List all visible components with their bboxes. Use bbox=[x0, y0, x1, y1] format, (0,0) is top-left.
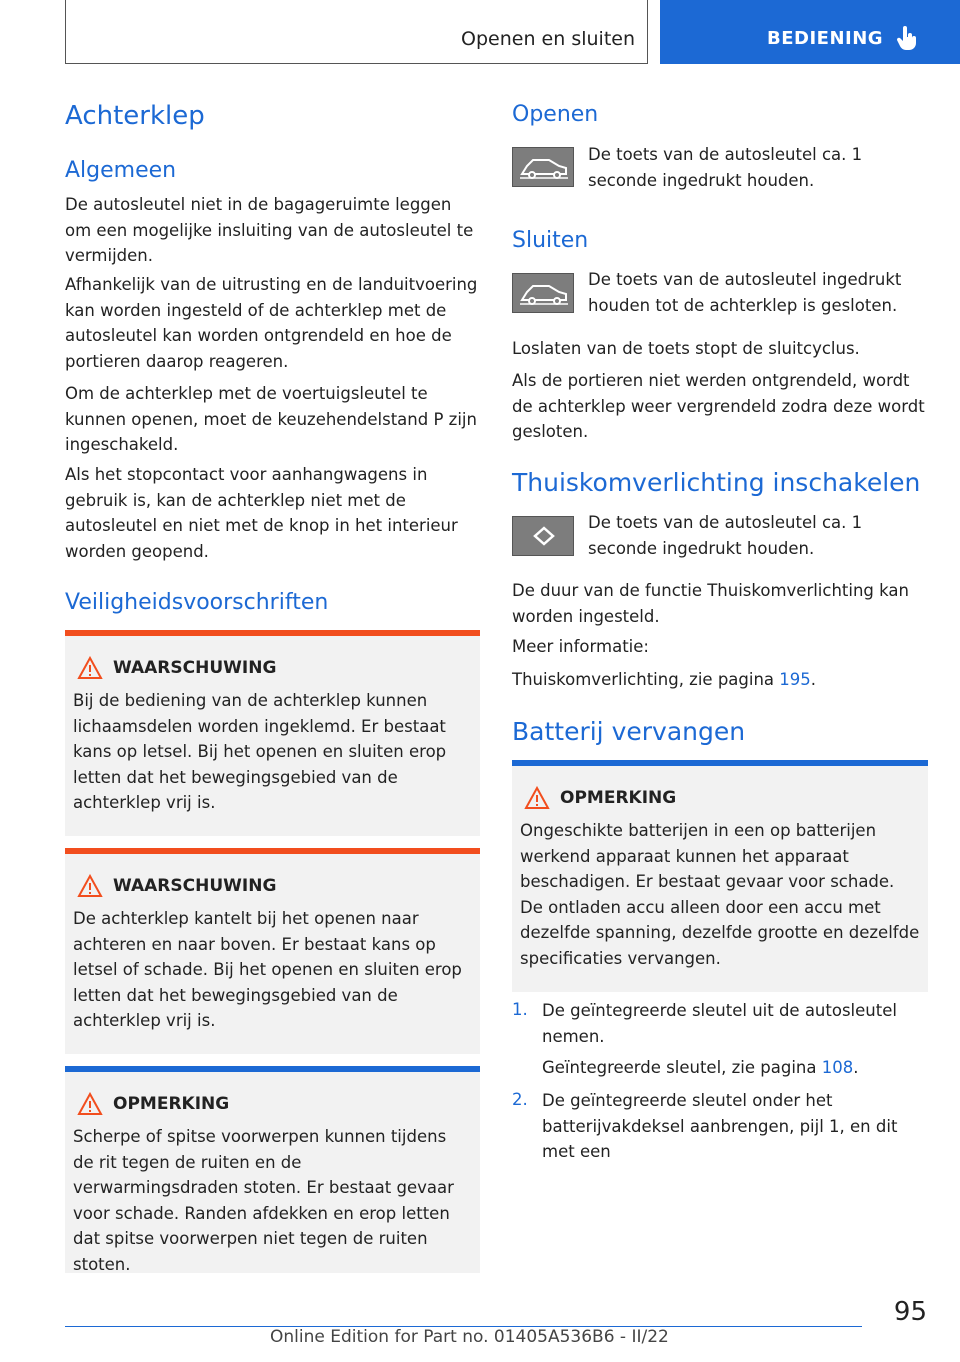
step-number: 1. bbox=[512, 1000, 528, 1019]
page-link-195[interactable]: 195 bbox=[779, 670, 811, 689]
battery-heading: Batterij vervangen bbox=[512, 717, 746, 746]
open-text: De toets van de autosleutel ca. 1 seconde ingedrukt houden. bbox=[588, 145, 863, 190]
note-box-2 bbox=[512, 760, 928, 992]
home-light-para-1: De duur van de functie Thuiskomverlichting kan worden ingesteld. bbox=[512, 581, 909, 626]
hand-pointer-icon bbox=[896, 26, 918, 52]
general-heading: Algemeen bbox=[65, 158, 177, 183]
general-para-1: De autosleutel niet in de bagageruimte leggen om een mogelijke insluiting van de autosleutel te vermijden. bbox=[65, 195, 474, 265]
open-heading: Openen bbox=[512, 102, 599, 127]
reference-text: Geïntegreerde sleutel, zie pagina bbox=[542, 1058, 822, 1077]
page-link-108[interactable]: 108 bbox=[821, 1058, 854, 1077]
home-light-para-2: Meer informatie: bbox=[512, 637, 649, 656]
note-label: OPMERKING bbox=[113, 1094, 230, 1114]
home-light-text: De toets van de autosleutel ca. 1 seconde ingedrukt houden. bbox=[588, 513, 863, 558]
warning-label: WAARSCHUWING bbox=[113, 658, 277, 678]
safety-heading: Veiligheidsvoorschriften bbox=[65, 590, 329, 615]
car-tailgate-icon bbox=[519, 278, 569, 308]
note-text: Scherpe of spitse voorwerpen kunnen tijdens de rit tegen de ruiten en de verwarmingsdraden stoten. Er bestaat gevaar voor schade. Randen afdekken en erop letten dat spitse voorwerpen niet tegen de ruiten stoten. bbox=[73, 1127, 454, 1274]
note-box-1 bbox=[65, 1066, 480, 1273]
general-para-4: Als het stopcontact voor aanhangwagens in gebruik is, kan de achterklep niet met de autosleutel en niet met de knop in het interieur worden geopend. bbox=[65, 465, 458, 561]
warning-triangle-icon bbox=[77, 656, 103, 680]
tailgate-key-icon bbox=[512, 273, 574, 313]
warning-text: Bij de bediening van de achterklep kunnen lichaamsdelen worden ingeklemd. Er bestaat kans op letsel. Bij het openen en sluiten erop letten dat het bewegingsgebied van de achterklep vrij is. bbox=[73, 691, 447, 812]
warning-box-1 bbox=[65, 630, 480, 836]
step-text: De geïntegreerde sleutel onder het batterijvakdeksel aanbrengen, pijl 1, en dit met een bbox=[542, 1091, 898, 1161]
warning-triangle-icon bbox=[524, 786, 550, 810]
page-title: Achterklep bbox=[65, 101, 205, 131]
reference-text: Thuiskomverlichting, zie pagina bbox=[512, 670, 780, 689]
warning-box-2 bbox=[65, 848, 480, 1054]
footer-edition: Online Edition for Part no. 01405A536B6 - II/22 bbox=[270, 1327, 669, 1347]
tailgate-key-icon bbox=[512, 147, 574, 187]
step-sub-reference: Geïntegreerde sleutel, zie pagina 108. bbox=[542, 1058, 859, 1077]
warning-text: De achterklep kantelt bij het openen naar achteren en naar boven. Er bestaat kans op letsel of schade. Bij het openen en sluiten erop letten dat het bewegingsgebied van de achterklep vrij is. bbox=[73, 909, 462, 1030]
header-chapter-tab[interactable] bbox=[660, 0, 960, 64]
diamond-light-icon bbox=[519, 521, 569, 551]
warning-label: WAARSCHUWING bbox=[113, 876, 277, 896]
warning-triangle-icon bbox=[77, 1092, 103, 1116]
close-text: De toets van de autosleutel ingedrukt houden tot de achterklep is gesloten. bbox=[588, 270, 902, 315]
warning-triangle-icon bbox=[77, 874, 103, 898]
step-number: 2. bbox=[512, 1090, 528, 1109]
step-text: De geïntegreerde sleutel uit de autosleutel nemen. bbox=[542, 1001, 897, 1046]
note-text: Ongeschikte batterijen in een op batterijen werkend apparaat kunnen het apparaat beschadigen. Er bestaat gevaar voor schade. De ontladen accu alleen door een accu met dezelfde spanning, dezelfde grootte en dezelfde specificaties vervangen. bbox=[520, 821, 920, 968]
home-light-reference: Thuiskomverlichting, zie pagina 195. bbox=[512, 670, 817, 689]
car-tailgate-icon bbox=[519, 152, 569, 182]
header-section-title: Openen en sluiten bbox=[461, 28, 635, 50]
home-light-heading: Thuiskomverlichting inschakelen bbox=[512, 468, 921, 497]
general-para-3: Om de achterklep met de voertuigsleutel te kunnen openen, moet de keuzehendelstand P zijn ingeschakeld. bbox=[65, 384, 477, 454]
close-para-2: Als de portieren niet werden ontgrendeld, wordt de achterklep weer vergrendeld zodra deze wordt gesloten. bbox=[512, 371, 925, 441]
header-section-box bbox=[65, 0, 648, 64]
page-number: 95 bbox=[893, 1297, 927, 1327]
close-para-1: Loslaten van de toets stopt de sluitcyclus. bbox=[512, 339, 860, 358]
header-chapter-title: BEDIENING bbox=[767, 28, 884, 49]
home-light-key-icon bbox=[512, 516, 574, 556]
general-para-2: Afhankelijk van de uitrusting en de landuitvoering kan worden ingesteld of de achterklep met de autosleutel kan worden ontgrendeld en hoe de portieren daarop reageren. bbox=[65, 275, 478, 371]
note-label: OPMERKING bbox=[560, 788, 677, 808]
close-heading: Sluiten bbox=[512, 228, 589, 253]
